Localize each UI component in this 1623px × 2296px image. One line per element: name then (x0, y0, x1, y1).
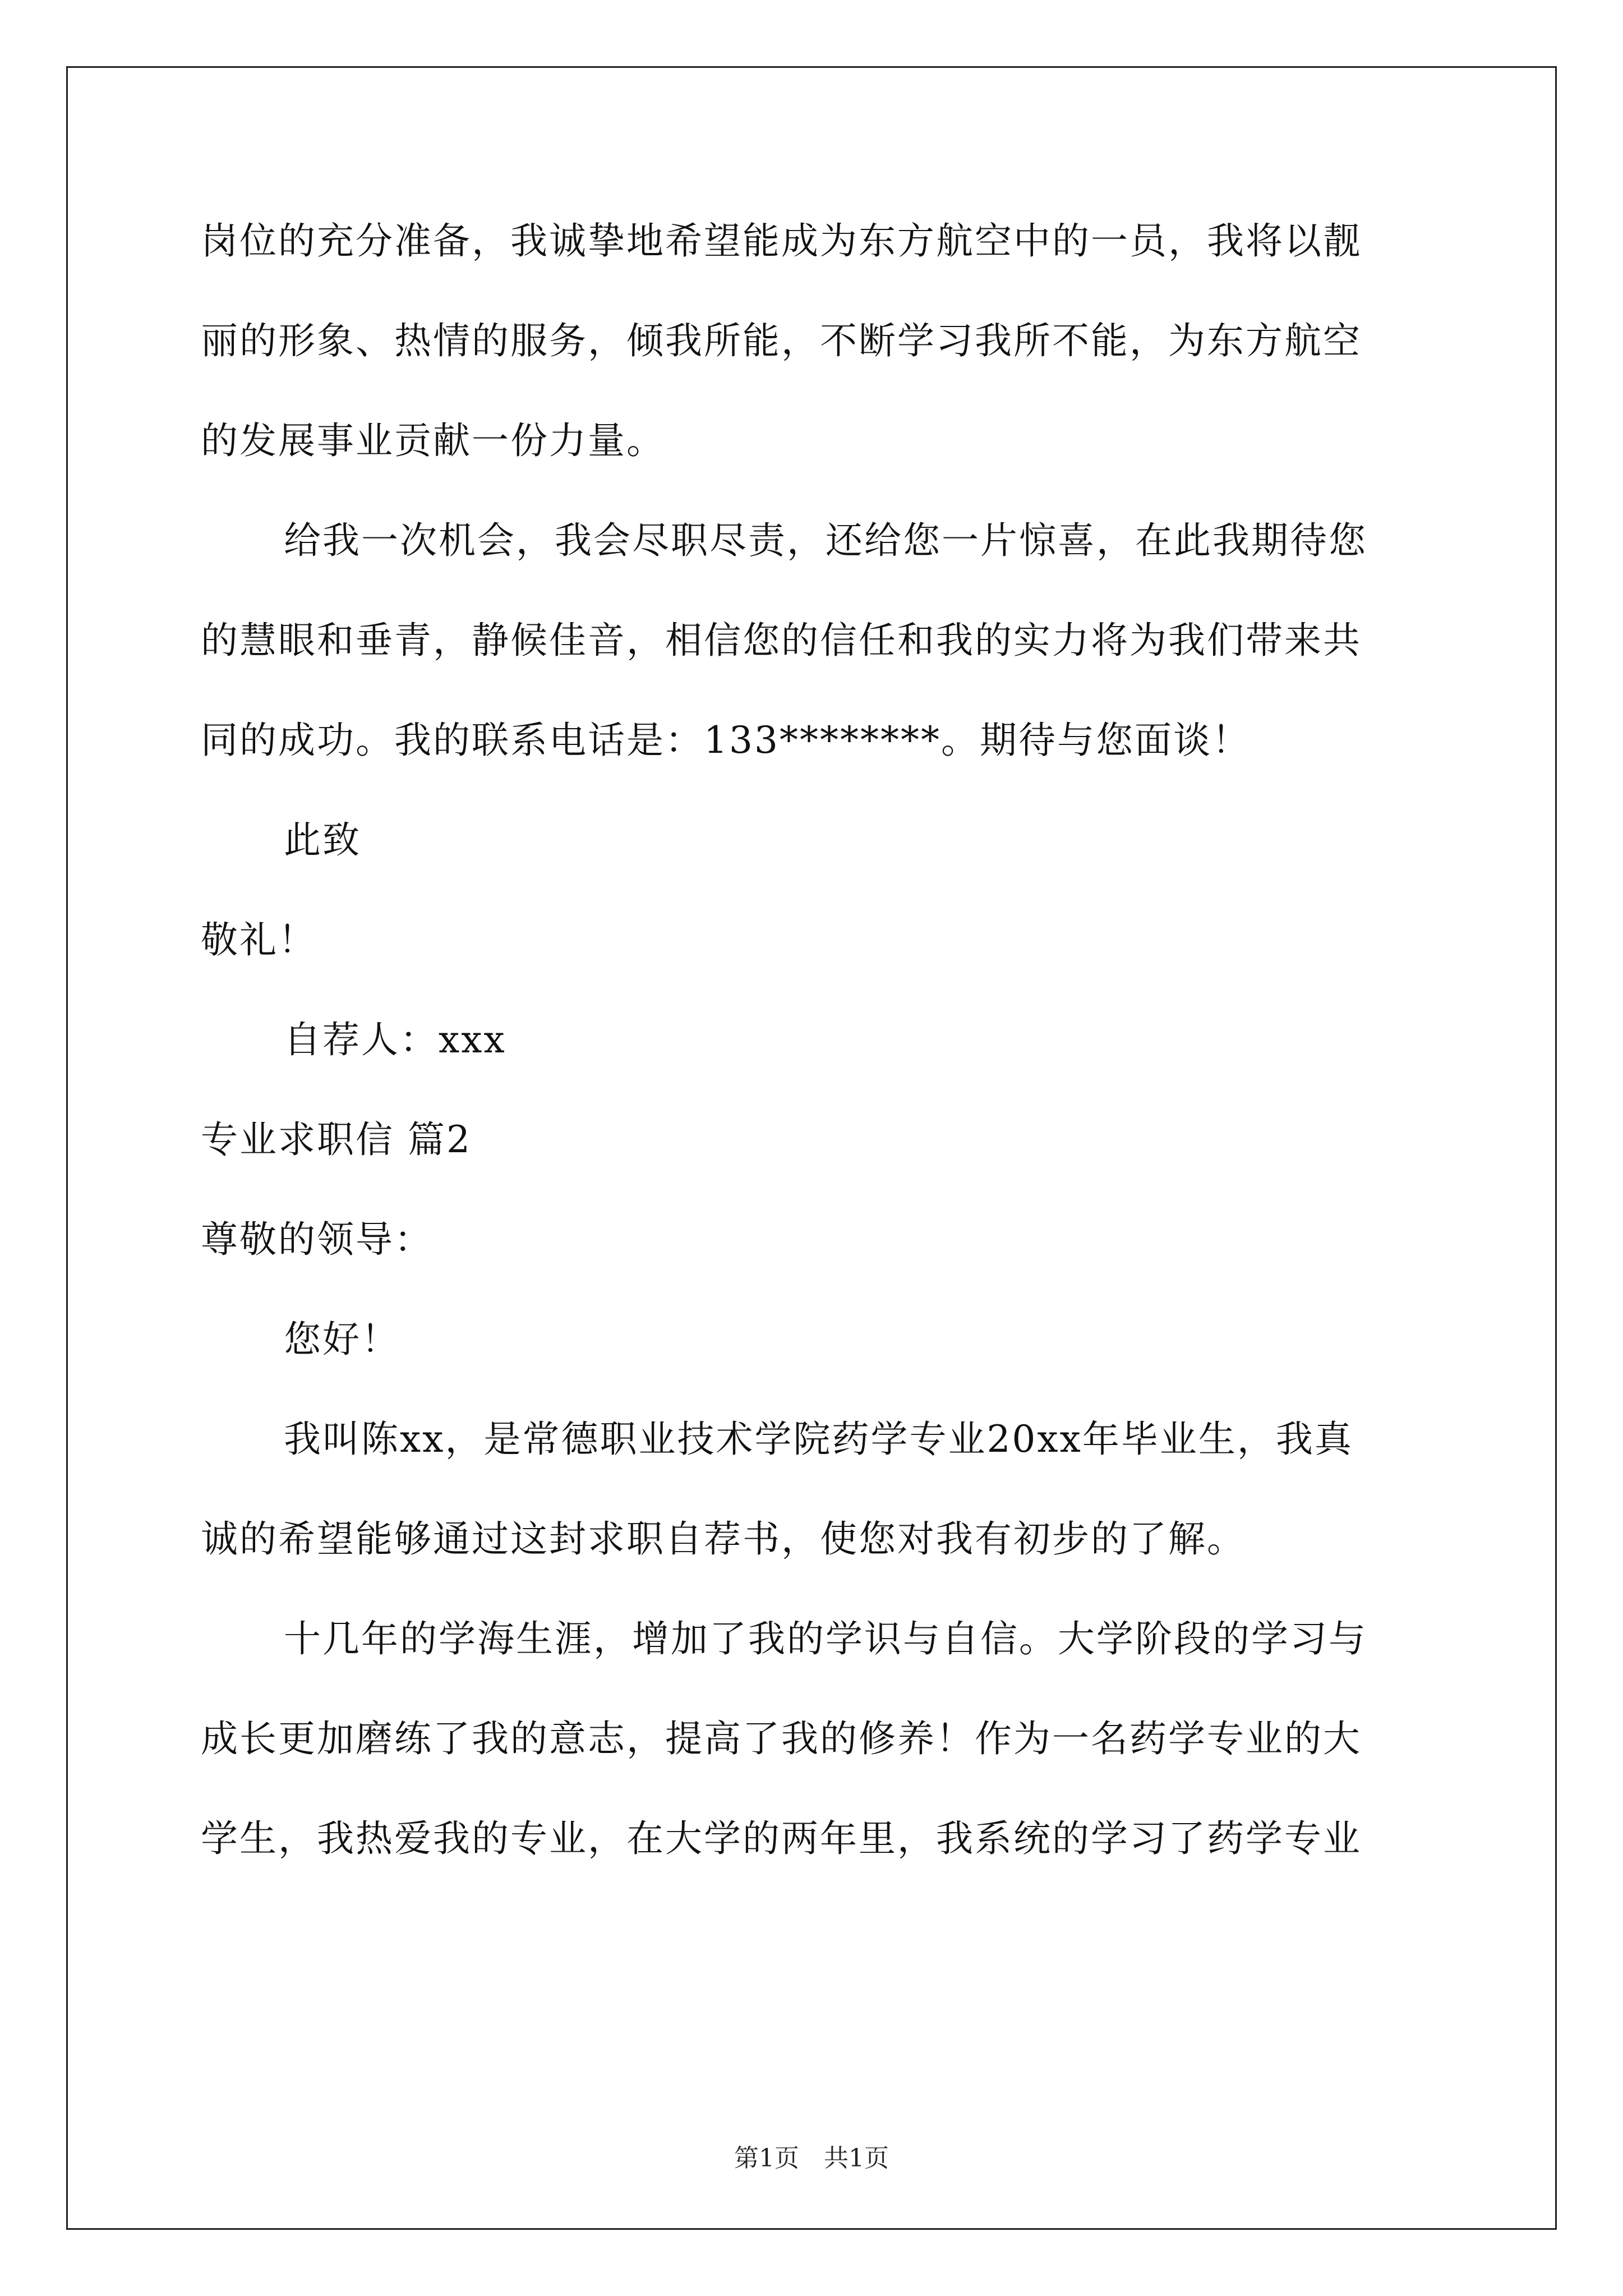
text-line: 诚的希望能够通过这封求职自荐书，使您对我有初步的了解。 (201, 1517, 1246, 1561)
text-line: 给我一次机会，我会尽职尽责，还给您一片惊喜，在此我期待您 (284, 519, 1367, 562)
page-footer: 第1页 共1页 (734, 2144, 889, 2173)
text-line: 同的成功。我的联系电话是：133********。期待与您面谈！ (201, 719, 1251, 762)
text-line: 丽的形象、热情的服务，倾我所能，不断学习我所不能，为东方航空 (201, 319, 1362, 362)
text-line: 的发展事业贡献一份力量。 (201, 419, 665, 462)
letter-hello: 您好！ (284, 1318, 400, 1361)
text-line: 十几年的学海生涯，增加了我的学识与自信。大学阶段的学习与 (284, 1617, 1367, 1660)
salutation-closing: 此致 (284, 818, 361, 862)
text-line: 学生，我热爱我的专业，在大学的两年里，我系统的学习了药学专业 (201, 1817, 1362, 1860)
section-heading: 专业求职信 篇2 (201, 1118, 472, 1161)
signature-line: 自荐人：xxx (284, 1018, 506, 1061)
text-line: 成长更加磨练了我的意志，提高了我的修养！作为一名药学专业的大 (201, 1717, 1362, 1760)
text-line: 的慧眼和垂青，静候佳音，相信您的信任和我的实力将为我们带来共 (201, 619, 1362, 662)
letter-greeting: 尊敬的领导： (201, 1218, 433, 1261)
salutation-regards: 敬礼！ (201, 918, 317, 961)
text-line: 我叫陈xx，是常德职业技术学院药学专业20xx年毕业生，我真 (284, 1418, 1353, 1461)
text-line: 岗位的充分准备，我诚挚地希望能成为东方航空中的一员，我将以靓 (201, 219, 1362, 263)
